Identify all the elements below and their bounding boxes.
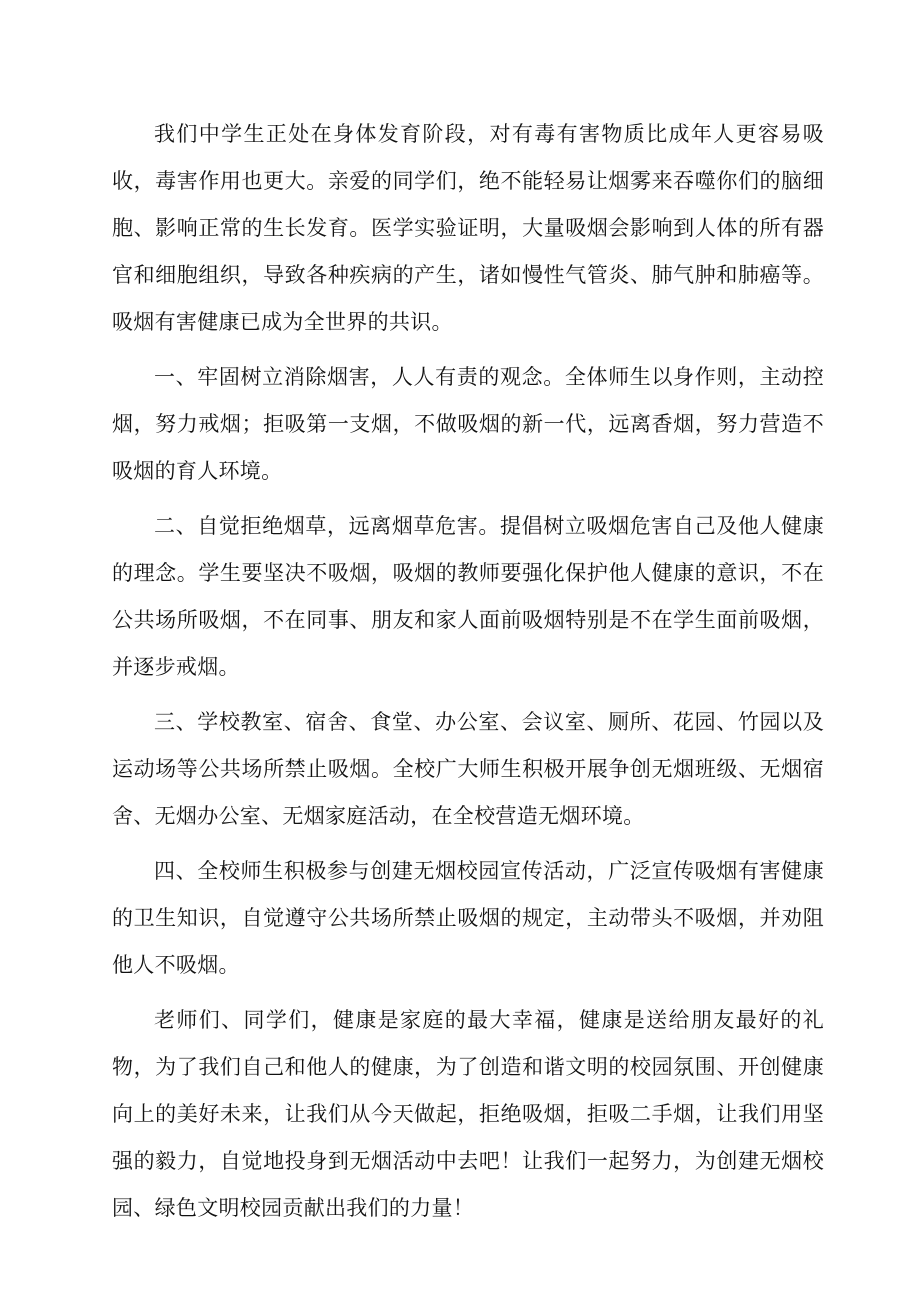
document-body (112, 111, 824, 1240)
paragraph-point-1: 一、牢固树立消除烟害，人人有责的观念。全体师生以身作则，主动控烟，努力戒烟；拒吸第一支烟，不做吸烟的新一代，远离香烟，努力营造不吸烟的育人环境。 (112, 365, 824, 483)
paragraph-point-4: 四、全校师生积极参与创建无烟校园宣传活动，广泛宣传吸烟有害健康的卫生知识，自觉遵守公共场所禁止吸烟的规定，主动带头不吸烟，并劝阻他人不吸烟。 (112, 859, 824, 977)
paragraph-point-2: 二、自觉拒绝烟草，远离烟草危害。提倡树立吸烟危害自己及他人健康的理念。学生要坚决不吸烟，吸烟的教师要强化保护他人健康的意识，不在公共场所吸烟，不在同事、朋友和家人面前吸烟特别是不在学生面前吸烟，并逐步戒烟。 (112, 514, 824, 679)
paragraph-point-3: 三、学校教室、宿舍、食堂、办公室、会议室、厕所、花园、竹园以及运动场等公共场所禁止吸烟。全校广大师生积极开展争创无烟班级、无烟宿舍、无烟办公室、无烟家庭活动，在全校营造无烟环境。 (112, 710, 824, 828)
paragraph-intro: 我们中学生正处在身体发育阶段，对有毒有害物质比成年人更容易吸收，毒害作用也更大。亲爱的同学们，绝不能轻易让烟雾来吞噬你们的脑细胞、影响正常的生长发育。医学实验证明，大量吸烟会影响到人体的所有器官和细胞组织，导致各种疾病的产生，诸如慢性气管炎、肺气肿和肺癌等。吸烟有害健康已成为全世界的共识。 (112, 122, 824, 334)
paragraph-closing: 老师们、同学们，健康是家庭的最大幸福，健康是送给朋友最好的礼物，为了我们自己和他人的健康，为了创造和谐文明的校园氛围、开创健康向上的美好未来，让我们从今天做起，拒绝吸烟，拒吸二手烟，让我们用坚强的毅力，自觉地投身到无烟活动中去吧！让我们一起努力，为创建无烟校园、绿色文明校园贡献出我们的力量！ (112, 1008, 824, 1220)
